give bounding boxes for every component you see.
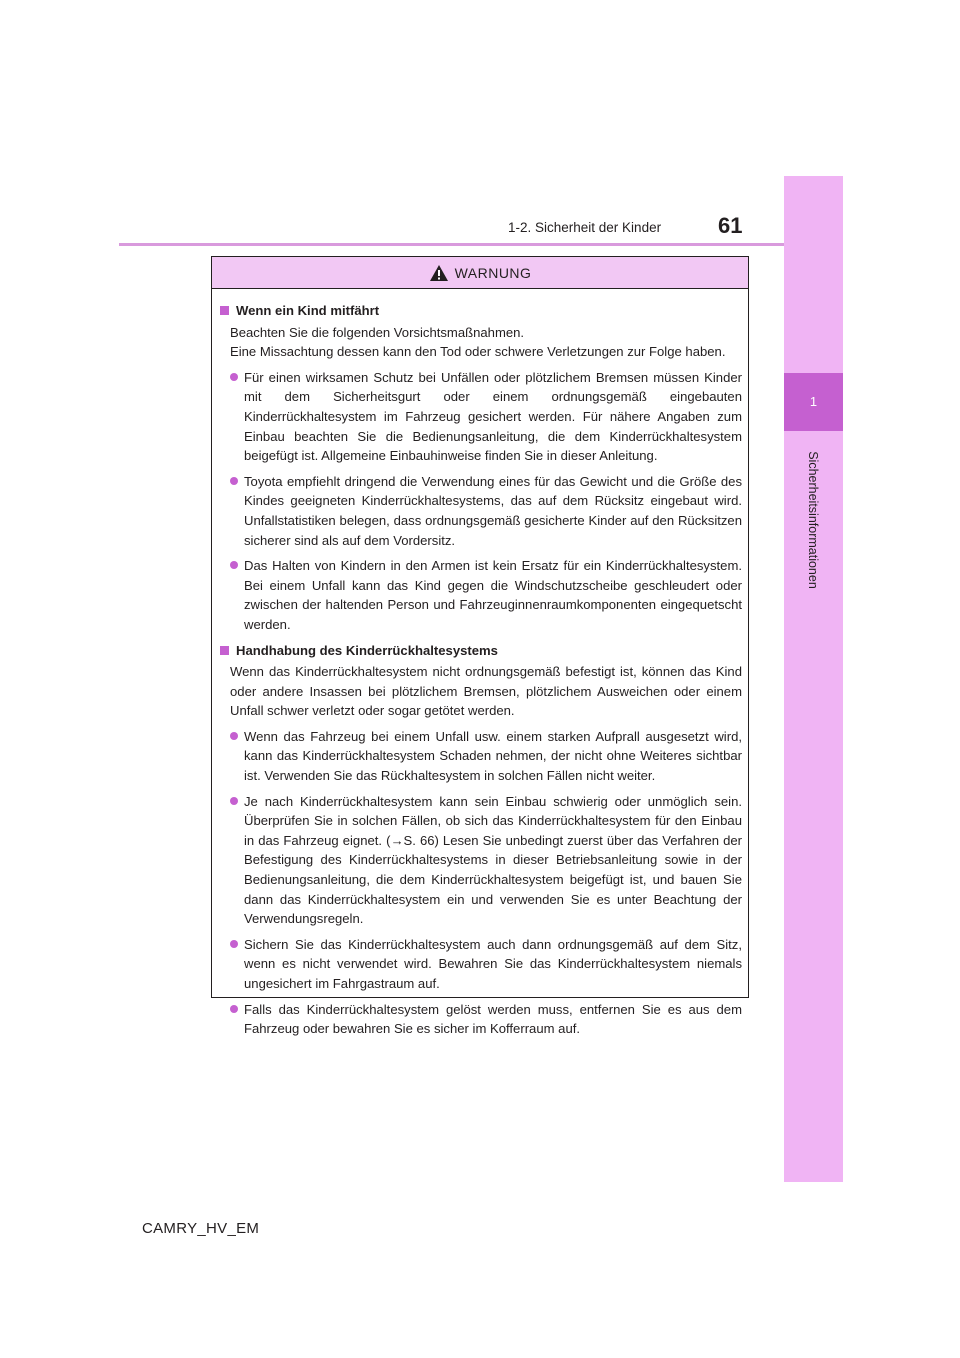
list-item — [220, 792, 742, 929]
chapter-number: 1 — [809, 394, 818, 409]
list-item-text: Falls das Kinderrückhaltesystem gelöst werden muss, entfernen Sie es aus dem Fahrzeug oder bewahren Sie es sicher im Kofferraum auf. — [244, 1001, 742, 1037]
model-code: CAMRY_HV_EM — [142, 1220, 260, 1237]
circle-bullet-icon — [230, 561, 238, 569]
list-item-text: Das Halten von Kindern in den Armen ist kein Ersatz für ein Kinderrückhaltesystem. Bei einem Unfall kann das Kind gegen die Windschutzscheibe geschleudert oder zwischen der haltenden Person und Fahrzeuginnenraumkomponenten eingequetscht werden. — [244, 558, 742, 632]
intro-line: Wenn das Kinderrückhaltesystem nicht ordnungsgemäß befestigt ist, können das Kind oder andere Insassen bei plötzlichem Bremsen, plötzlichem Ausweichen oder einem Unfall schwer verletzt oder sogar getötet werden. — [230, 664, 742, 719]
warning-body — [212, 289, 748, 1039]
list-item — [220, 935, 742, 994]
warning-triangle-icon — [429, 264, 449, 282]
section-heading — [220, 301, 742, 321]
list-item — [220, 368, 742, 466]
warning-title: WARNUNG — [454, 264, 532, 281]
header-divider — [119, 243, 784, 246]
section-heading-text: Wenn ein Kind mitfährt — [236, 303, 380, 318]
list-item-text: Je nach Kinderrückhaltesystem kann sein Einbau schwierig oder unmöglich sein. Überprüfen Sie in solchen Fällen, ob sich das Kinderrückhaltesystem für den Einbau in das Fahrzeug eignet. (→S. 66) Lesen Sie unbedingt zuerst über das Verfahren der Befestigung des Kinderrückhaltesystems in dieser Betriebsanleitung sowie in der Bedienungsanleitung, die dem Kinderrückhaltesystem beigefügt ist, und bauen Sie dann das Kinderrückhaltesystem ein und verwenden Sie es unter Beachtung der Verwendungsregeln. — [244, 793, 742, 927]
warning-header — [212, 257, 748, 289]
circle-bullet-icon — [230, 732, 238, 740]
list-item-text: Für einen wirksamen Schutz bei Unfällen oder plötzlichem Bremsen müssen Kinder mit dem Sicherheitsgurt oder einem ordnungsgemäß eingebauten Kinderrückhaltesystem im Fahrzeug gesichert werden. Für nähere Angaben zum Einbau beachten Sie die Bedienungsanleitung, die dem Kinderrückhaltesystem beigefügt ist. Allgemeine Einbauhinweise finden Sie in dieser Anleitung. — [244, 369, 742, 464]
intro-line: Eine Missachtung dessen kann den Tod oder schwere Verletzungen zur Folge haben. — [230, 344, 726, 360]
circle-bullet-icon — [230, 477, 238, 485]
section-heading — [220, 641, 742, 661]
circle-bullet-icon — [230, 940, 238, 948]
list-item-text: Sichern Sie das Kinderrückhaltesystem auch dann ordnungsgemäß auf dem Sitz, wenn es nicht verwendet wird. Bewahren Sie das Kinderrückhaltesystem niemals ungesichert im Fahrgastraum auf. — [244, 936, 742, 991]
circle-bullet-icon — [230, 797, 238, 805]
list-item-text: Wenn das Fahrzeug bei einem Unfall usw. einem starken Aufprall ausgesetzt wird, kann das Kinderrückhaltesystem Schaden nehmen, der nicht ohne Weiteres sichtbar ist. Verwenden Sie das Rückhaltesystem in solchen Fällen nicht weiter. — [244, 728, 742, 784]
list-item — [220, 727, 742, 786]
circle-bullet-icon — [230, 1005, 238, 1013]
circle-bullet-icon — [230, 373, 238, 381]
section-heading-text: Handhabung des Kinderrückhaltesystems — [236, 642, 498, 658]
list-item — [220, 1000, 742, 1039]
section-title: 1-2. Sicherheit der Kinder — [508, 220, 662, 235]
intro-line: Beachten Sie die folgenden Vorsichtsmaßnahmen. — [230, 324, 525, 340]
chapter-label: Sicherheitsinformationen — [806, 451, 820, 589]
list-item — [220, 556, 742, 634]
list-item — [220, 472, 742, 550]
list-item-text: Toyota empfiehlt dringend die Verwendung eines für das Gewicht und die Größe des Kindes geeigneten Kinderrückhaltesystems, das auf dem Rücksitz eingebaut wird. Unfallstatistiken belegen, dass ordnungsgemäß gesicherte Kinder auf den Rücksitzen sicherer sind als auf dem Vordersitz. — [244, 473, 742, 548]
square-bullet-icon — [220, 646, 229, 655]
page-number: 61 — [718, 213, 743, 238]
square-bullet-icon — [220, 306, 229, 315]
chapter-side-tab — [784, 176, 843, 1182]
section-intro — [220, 662, 742, 721]
section-intro — [220, 323, 742, 362]
warning-box — [211, 256, 749, 1037]
